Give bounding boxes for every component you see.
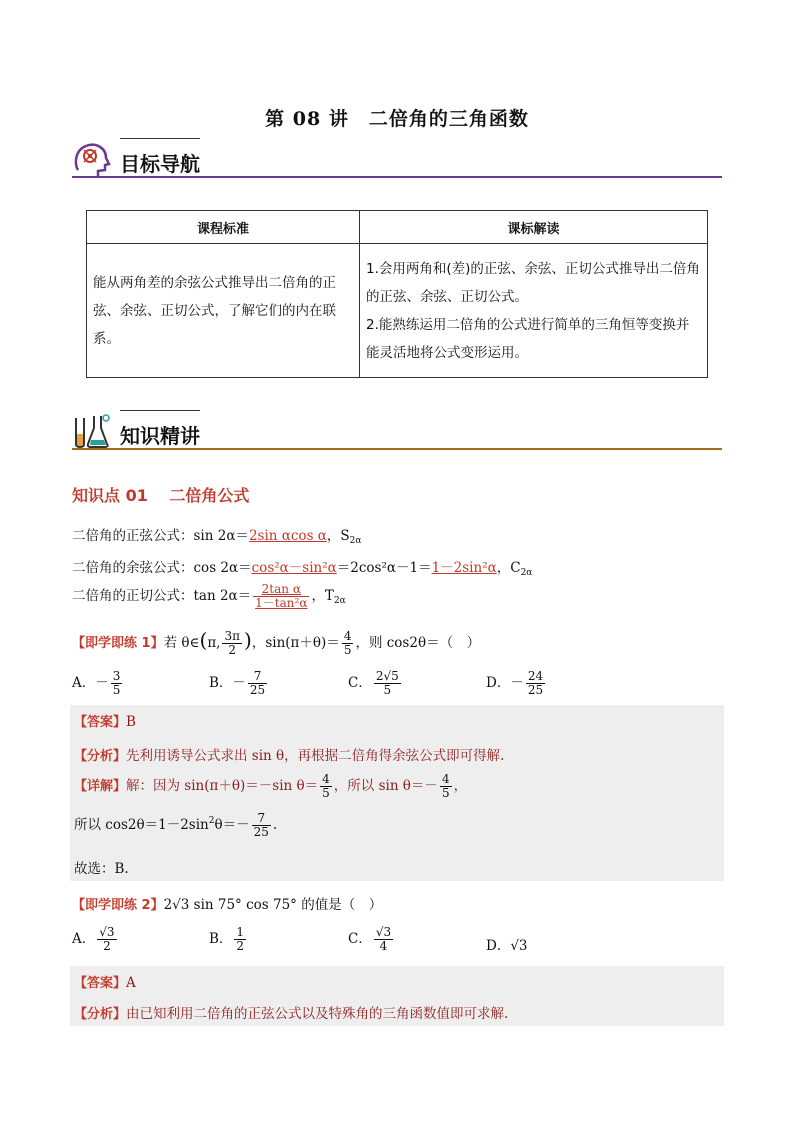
detail-text: θ＝－: [214, 817, 250, 833]
formula-subscript: 2α: [349, 536, 362, 546]
fraction: [374, 670, 401, 697]
paren-open: (: [199, 628, 208, 652]
formula-sin: [72, 524, 361, 546]
fraction-numerator: 2√5: [375, 669, 399, 683]
fraction: [374, 926, 393, 953]
fraction-denominator: 5: [112, 683, 121, 697]
fraction-denominator: 2: [103, 939, 111, 953]
formula-middle: ＝2cos²α－1＝: [336, 560, 432, 576]
interval-left: π,: [207, 635, 221, 651]
analysis-tag: 【分析】: [74, 749, 127, 764]
formula-label: 二倍角的正弦公式：sin 2α＝: [72, 528, 249, 544]
detail-text: ，所以 sin θ＝－: [333, 778, 438, 794]
answer-line: [74, 711, 136, 730]
option-c: [348, 670, 403, 697]
analysis-line: [74, 1002, 508, 1022]
detail-line-2: [74, 812, 277, 839]
section-rule: [72, 448, 722, 450]
fraction: [222, 630, 242, 657]
fraction: [97, 926, 116, 953]
fraction-numerator: 4: [322, 772, 330, 786]
analysis-text: 由已知利用二倍角的正弦公式以及特殊角的三角函数值即可求解.: [126, 1006, 509, 1022]
fraction-denominator: 1－tan²α: [255, 596, 308, 610]
section-title-goals: 目标导航: [120, 152, 200, 176]
fraction-numerator: 3: [112, 669, 121, 683]
fraction-numerator: 4: [343, 629, 352, 643]
fraction-denominator: 5: [441, 786, 450, 800]
detail-text: 所以 cos2θ＝1－2sin: [74, 817, 209, 833]
formula-tail: ，S: [326, 528, 350, 544]
detail-tag: 【详解】: [74, 779, 127, 794]
table-header: 课标解读: [360, 211, 708, 244]
section-overline: [120, 410, 200, 411]
option-key: D．: [486, 938, 511, 954]
formula-label: 二倍角的正切公式：tan 2α＝: [72, 588, 252, 604]
fraction-denominator: 25: [253, 825, 269, 839]
fraction: [252, 812, 271, 839]
fraction-denominator: 25: [527, 683, 544, 697]
analysis-tag: 【分析】: [74, 1007, 127, 1022]
formula-tail: ，C: [496, 560, 521, 576]
interpretation-item: 2.能熟练运用二倍角的公式进行简单的三角恒等变换并能灵活地将公式变形运用。: [366, 316, 690, 361]
table-header: 课程标准: [87, 211, 360, 244]
detail-line: [74, 773, 467, 800]
formula-tan: [72, 583, 346, 610]
fraction-denominator: 5: [322, 786, 330, 800]
answer-line: [74, 972, 136, 991]
exercise-1-stem: [72, 628, 480, 657]
option-d: [486, 934, 528, 954]
option-d: [486, 670, 547, 697]
option-key: A．: [72, 931, 96, 947]
option-key: C．: [348, 675, 372, 691]
detail-text: .: [272, 817, 278, 833]
fraction-numerator: 1: [236, 925, 245, 939]
option-key: A．－: [72, 675, 109, 691]
analysis-text: 先利用诱导公式求出 sin θ，再根据二倍角得余弦公式即可得解.: [126, 748, 505, 764]
formula-answer: 1－2sin²α: [431, 560, 497, 576]
brain-gear-icon: [72, 140, 112, 176]
knowledge-point-title: 知识点 01 二倍角公式: [72, 486, 250, 505]
fraction-numerator: 7: [248, 670, 267, 684]
fraction: [526, 670, 545, 697]
answer-tag: 【答案】: [74, 715, 127, 730]
answer-box-2: [70, 966, 724, 1026]
stem-text: ，sin(π＋θ)＝: [251, 635, 340, 651]
section-header-goals: [72, 138, 722, 178]
formula-answer: 2sin αcos α: [248, 528, 327, 544]
fraction: [253, 583, 309, 610]
formula-label: 二倍角的余弦公式：cos 2α＝: [72, 560, 252, 576]
lab-flask-icon: [72, 412, 112, 448]
detail-text: 解：因为 sin(π＋θ)＝－sin θ＝: [126, 778, 319, 794]
fraction: [440, 773, 452, 800]
fraction-denominator: 5: [383, 683, 392, 697]
fraction-numerator: 3π: [224, 629, 241, 643]
stem-text: ，则 cos2θ＝（ ）: [355, 635, 481, 651]
formula-tail: ，T: [311, 588, 334, 604]
answer-box-1: [70, 705, 724, 881]
answer-value: A: [126, 975, 136, 991]
option-key: B．: [209, 931, 233, 947]
conclusion-line: 故选：B.: [74, 861, 129, 877]
option-value: √3: [510, 938, 528, 954]
fraction-denominator: 2: [236, 939, 245, 953]
page-title: 第 08 讲 二倍角的三角函数: [265, 108, 529, 130]
option-a: [72, 670, 124, 697]
interpretation-item: 1.会用两角和(差)的正弦、余弦、正切公式推导出二倍角的正弦、余弦、正切公式。: [366, 260, 700, 305]
fraction: [320, 773, 332, 800]
detail-text: ，: [453, 778, 468, 794]
fraction-numerator: 7: [252, 812, 271, 826]
answer-value: B: [126, 714, 136, 730]
fraction-numerator: √3: [375, 925, 392, 939]
fraction-numerator: 24: [527, 669, 544, 683]
analysis-line: [74, 744, 504, 764]
formula-cos: [72, 556, 532, 578]
fraction: [111, 670, 123, 697]
fraction: [342, 630, 354, 657]
section-overline: [120, 138, 200, 139]
fraction: [248, 670, 267, 697]
option-b: [209, 926, 248, 953]
fraction-denominator: 25: [249, 683, 266, 697]
paren-close: ): [244, 628, 252, 652]
option-key: C．: [348, 931, 372, 947]
formula-subscript: 2α: [520, 568, 533, 578]
exercise-tag: 【即学即练 2】: [72, 898, 164, 913]
fraction-denominator: 4: [379, 939, 388, 953]
fraction-denominator: 5: [343, 643, 352, 657]
option-a: [72, 926, 119, 953]
answer-tag: 【答案】: [74, 976, 127, 991]
table-cell-interpretation: [360, 244, 708, 378]
option-c: [348, 926, 395, 953]
option-key: B．－: [209, 675, 246, 691]
fraction-numerator: 4: [441, 772, 450, 786]
option-b: [209, 670, 269, 697]
fraction-denominator: 2: [228, 643, 237, 657]
formula-answer: cos²α－sin²α: [251, 560, 337, 576]
stem-text: 2√3 sin 75° cos 75° 的值是（ ）: [163, 897, 383, 913]
standards-table: [86, 210, 708, 378]
section-title-knowledge: 知识精讲: [120, 424, 200, 448]
formula-subscript: 2α: [333, 596, 346, 606]
option-key: D．－: [486, 675, 524, 691]
fraction: [234, 926, 246, 953]
section-header-knowledge: [72, 410, 722, 450]
exercise-tag: 【即学即练 1】: [72, 636, 164, 651]
superscript: 2: [208, 816, 215, 826]
table-cell-standard: 能从两角差的余弦公式推导出二倍角的正弦、余弦、正切公式，了解它们的内在联系。: [87, 244, 360, 378]
fraction-numerator: 2tan α: [253, 583, 309, 597]
section-rule: [72, 176, 722, 178]
exercise-2-stem: [72, 893, 382, 913]
fraction-numerator: √3: [99, 925, 115, 939]
stem-text: 若 θ∈: [163, 635, 200, 651]
